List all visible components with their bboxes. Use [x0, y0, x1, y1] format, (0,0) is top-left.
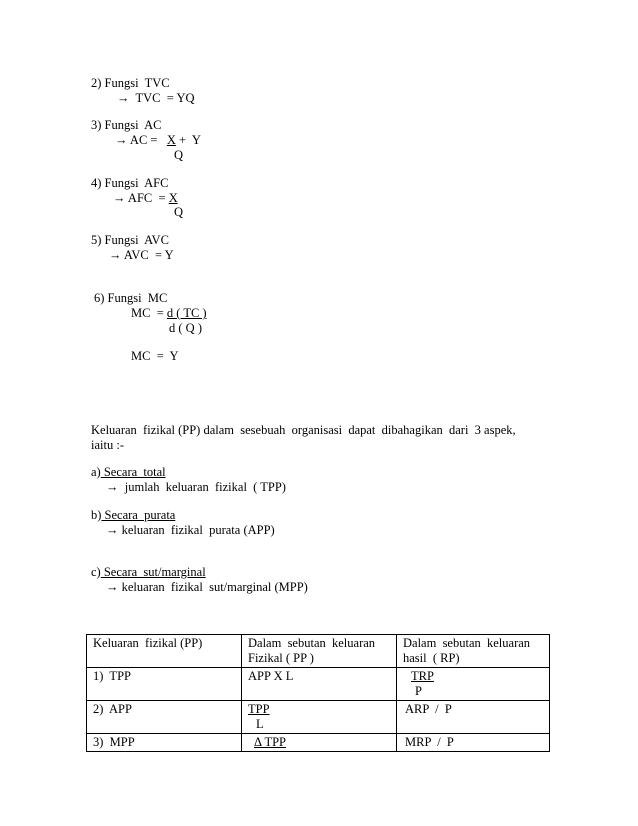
table-row — [87, 668, 550, 701]
mc-result: MC = Y — [131, 349, 179, 363]
header-fizikal: Dalam sebutan keluaran Fizikal ( PP ) — [242, 635, 397, 668]
row1-fizikal: APP X L — [242, 668, 397, 701]
afc-formula — [113, 191, 178, 206]
header-hasil: Dalam sebutan keluaran hasil ( RP) — [397, 635, 550, 668]
avc-formula: → AVC = Y — [109, 248, 174, 262]
pp-rp-table — [86, 634, 550, 752]
row2-fizikal: TPP L — [242, 701, 397, 734]
afc-numerator: X — [168, 191, 178, 205]
table-row — [87, 701, 550, 734]
row3-pp: 3) MPP — [87, 734, 242, 752]
tvc-formula: → TVC = YQ — [117, 91, 195, 105]
mc-formula — [131, 306, 207, 321]
aspect-a-title: a) Secara total — [91, 465, 166, 479]
header-pp: Keluaran fizikal (PP) — [87, 635, 242, 668]
row3-hasil: MRP / P — [397, 734, 550, 752]
aspect-c-title: c) Secara sut/marginal — [91, 565, 206, 579]
tvc-heading: 2) Fungsi TVC — [91, 76, 170, 90]
row1-hasil: TRP P — [397, 668, 550, 701]
afc-heading: 4) Fungsi AFC — [91, 176, 169, 190]
aspect-b-desc: → keluaran fizikal purata (APP) — [106, 523, 275, 537]
row1-pp: 1) TPP — [87, 668, 242, 701]
afc-denominator: Q — [174, 205, 184, 219]
row2-pp: 2) APP — [87, 701, 242, 734]
row3-fizikal: Δ TPP — [242, 734, 397, 752]
mc-numerator: d ( TC ) — [166, 306, 207, 320]
table-row — [87, 734, 550, 752]
ac-numerator: X — [166, 133, 176, 147]
aspect-c-desc: → keluaran fizikal sut/marginal (MPP) — [106, 580, 308, 594]
mc-denominator: d ( Q ) — [169, 321, 202, 335]
afc-prefix: → AFC = — [113, 191, 169, 205]
ac-formula — [115, 133, 201, 148]
ac-denominator: Q — [174, 148, 184, 162]
intro-line-2: iaitu :- — [91, 438, 124, 452]
mc-heading: 6) Fungsi MC — [94, 291, 168, 305]
aspect-a-desc: → jumlah keluaran fizikal ( TPP) — [106, 480, 286, 494]
mc-prefix: MC = — [131, 306, 167, 320]
ac-suffix: + Y — [175, 133, 201, 147]
ac-heading: 3) Fungsi AC — [91, 118, 162, 132]
table-header-row — [87, 635, 550, 668]
avc-heading: 5) Fungsi AVC — [91, 233, 169, 247]
intro-line-1: Keluaran fizikal (PP) dalam sesebuah organisasi dapat dibahagikan dari 3 aspek, — [91, 423, 516, 437]
aspect-b-title: b) Secara purata — [91, 508, 176, 522]
row2-hasil: ARP / P — [397, 701, 550, 734]
ac-prefix: → AC = — [115, 133, 167, 147]
